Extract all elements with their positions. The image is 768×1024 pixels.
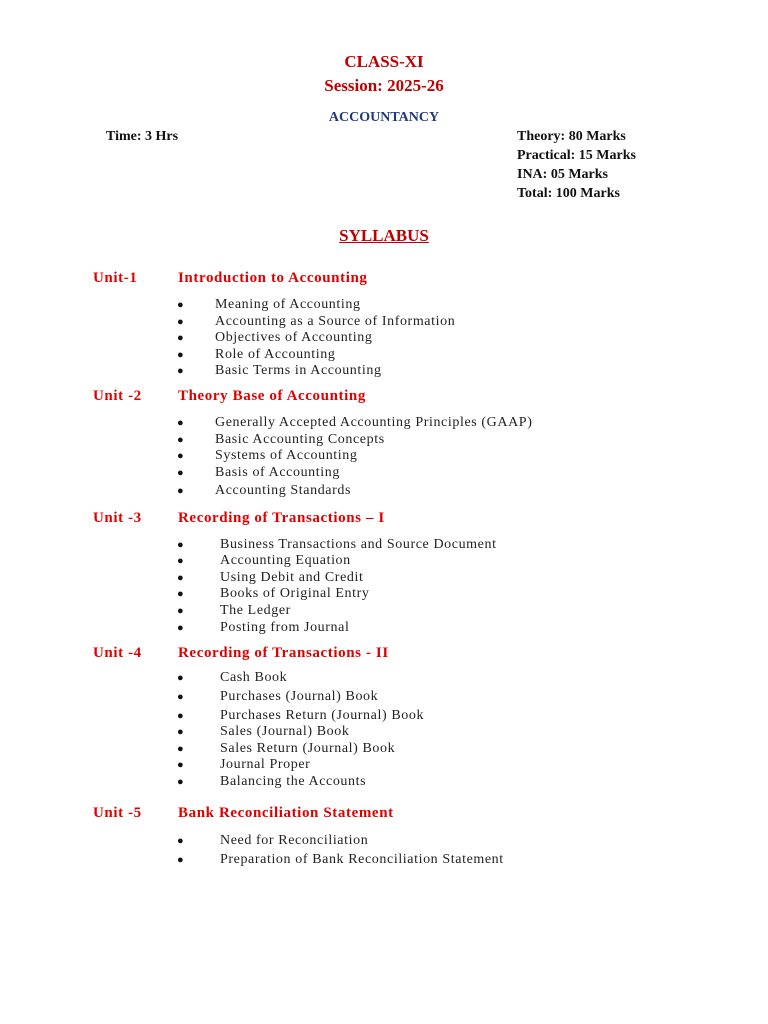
unit-title: Bank Reconciliation Statement xyxy=(178,805,394,821)
list-item: Cash Book xyxy=(220,670,288,685)
unit-title: Recording of Transactions – I xyxy=(178,510,385,526)
bullet-icon: ● xyxy=(177,672,184,684)
unit-label: Unit -3 xyxy=(93,510,142,526)
bullet-icon: ● xyxy=(177,854,184,866)
unit-label: Unit -4 xyxy=(93,645,142,661)
list-item: Objectives of Accounting xyxy=(215,330,373,345)
time-label: Time: 3 Hrs xyxy=(106,129,179,144)
class-heading: CLASS-XI xyxy=(344,52,424,71)
bullet-icon: ● xyxy=(177,726,184,738)
list-item: Purchases Return (Journal) Book xyxy=(220,708,425,723)
bullet-icon: ● xyxy=(177,539,184,551)
list-item: Purchases (Journal) Book xyxy=(220,689,379,704)
bullet-icon: ● xyxy=(177,588,184,600)
bullet-icon: ● xyxy=(177,467,184,479)
bullet-icon: ● xyxy=(177,332,184,344)
bullet-icon: ● xyxy=(177,835,184,847)
practical-marks: Practical: 15 Marks xyxy=(517,148,636,163)
bullet-icon: ● xyxy=(177,743,184,755)
bullet-icon: ● xyxy=(177,710,184,722)
list-item: Basis of Accounting xyxy=(215,465,340,480)
list-item: Posting from Journal xyxy=(220,620,350,635)
subject-heading: ACCOUNTANCY xyxy=(328,110,440,125)
bullet-icon: ● xyxy=(177,572,184,584)
list-item: Journal Proper xyxy=(220,757,311,772)
total-marks: Total: 100 Marks xyxy=(517,186,620,201)
list-item: Basic Accounting Concepts xyxy=(215,432,385,447)
list-item: Accounting as a Source of Information xyxy=(215,314,456,329)
list-item: The Ledger xyxy=(220,603,291,618)
bullet-icon: ● xyxy=(177,299,184,311)
unit-label: Unit -2 xyxy=(93,388,142,404)
unit-label: Unit-1 xyxy=(93,270,138,286)
list-item: Balancing the Accounts xyxy=(220,774,367,789)
bullet-icon: ● xyxy=(177,434,184,446)
bullet-icon: ● xyxy=(177,622,184,634)
list-item: Books of Original Entry xyxy=(220,586,370,601)
list-item: Preparation of Bank Reconciliation Statement xyxy=(220,852,504,867)
list-item: Generally Accepted Accounting Principles (GAAP) xyxy=(215,415,533,430)
list-item: Business Transactions and Source Document xyxy=(220,537,497,552)
bullet-icon: ● xyxy=(177,450,184,462)
list-item: Role of Accounting xyxy=(215,347,336,362)
unit-title: Theory Base of Accounting xyxy=(178,388,366,404)
bullet-icon: ● xyxy=(177,555,184,567)
list-item: Sales (Journal) Book xyxy=(220,724,350,739)
list-item: Accounting Standards xyxy=(215,483,352,498)
unit-title: Introduction to Accounting xyxy=(178,270,368,286)
list-item: Sales Return (Journal) Book xyxy=(220,741,396,756)
bullet-icon: ● xyxy=(177,691,184,703)
theory-marks: Theory: 80 Marks xyxy=(517,129,626,144)
bullet-icon: ● xyxy=(177,365,184,377)
list-item: Basic Terms in Accounting xyxy=(215,363,382,378)
list-item: Accounting Equation xyxy=(220,553,351,568)
bullet-icon: ● xyxy=(177,776,184,788)
list-item: Need for Reconciliation xyxy=(220,833,369,848)
ina-marks: INA: 05 Marks xyxy=(517,167,608,182)
bullet-icon: ● xyxy=(177,485,184,497)
unit-title: Recording of Transactions - II xyxy=(178,645,389,661)
bullet-icon: ● xyxy=(177,316,184,328)
unit-label: Unit -5 xyxy=(93,805,142,821)
session-heading: Session: 2025-26 xyxy=(324,76,444,95)
list-item: Meaning of Accounting xyxy=(215,297,361,312)
syllabus-title: SYLLABUS xyxy=(339,226,429,245)
bullet-icon: ● xyxy=(177,417,184,429)
bullet-icon: ● xyxy=(177,759,184,771)
list-item: Using Debit and Credit xyxy=(220,570,364,585)
list-item: Systems of Accounting xyxy=(215,448,358,463)
bullet-icon: ● xyxy=(177,349,184,361)
bullet-icon: ● xyxy=(177,605,184,617)
